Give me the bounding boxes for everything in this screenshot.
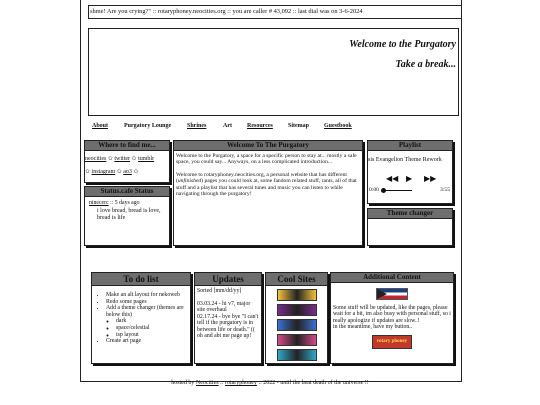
additional-title: Additional Content <box>331 273 453 283</box>
site-button-image[interactable] <box>277 304 317 316</box>
flag-image <box>376 288 408 300</box>
welcome-box <box>173 140 363 246</box>
nav-about[interactable]: About <box>92 123 109 129</box>
nav-shrines[interactable]: Shrines <box>187 123 207 129</box>
update-entry: 02.17.24 - bye bye "I can't tell if the purgatory is in between life or death." (( oh and abt me page up! <box>197 313 259 339</box>
update-entry: 03.03.24 - hi v7, major site overhaul <box>197 300 251 313</box>
additional-text: Some stuff will be updated, like the pages, please wait for a bit, im also busy with personal stuff, so i really apologize if updates are slow..! <box>333 305 451 324</box>
social-row-2 <box>85 166 169 179</box>
main-nav <box>92 123 392 133</box>
status-user[interactable]: ninecerc <box>89 200 109 206</box>
prev-icon[interactable]: ◀◀ <box>386 174 399 183</box>
site-button-image[interactable] <box>277 289 317 301</box>
additional-text-2: in the meantime, have my button.. <box>333 324 413 331</box>
todo-subitem: ◦ space/celestial <box>116 325 190 332</box>
additional-body <box>331 300 453 333</box>
todo-item: • Add a theme changer (themes are below this) ◦ dark ◦ space/celestial ◦ tsp layout <box>106 305 190 338</box>
track-title: sis Evangelion Theme Rework <box>368 157 442 163</box>
star-icon: ✩ <box>85 169 91 175</box>
status-message: i love bread, bread is love, bread is life <box>97 208 161 221</box>
player-controls <box>386 174 436 184</box>
updates-title: Updates <box>195 273 261 286</box>
site-button-image[interactable] <box>277 319 317 331</box>
nav-guestbook[interactable]: Guestbook <box>324 123 352 129</box>
todo-item: • Redo some pages <box>106 299 190 306</box>
find-me-title: Where to find me... <box>85 141 169 151</box>
page-title: Welcome to the Purgatory <box>349 39 456 50</box>
cool-sites-buttons <box>266 289 327 364</box>
cool-sites-box <box>265 272 328 364</box>
nav-sitemap[interactable]: Sitemap <box>288 123 309 129</box>
nav-resources[interactable]: Resources <box>247 123 273 129</box>
todo-item: • Create art page <box>106 338 190 345</box>
link-instagram[interactable]: instagram <box>91 169 116 175</box>
star-icon: ✩ <box>116 169 122 175</box>
status-title: Status.cafe Status <box>85 187 169 197</box>
time-elapsed: 0:00 <box>369 187 379 193</box>
social-row-1 <box>85 153 169 166</box>
link-ao3[interactable]: ao3 <box>123 169 132 175</box>
page-subtitle: Take a break... <box>395 59 456 70</box>
status-meta <box>85 197 169 206</box>
playlist-title: Playlist <box>368 141 452 151</box>
site-button-image[interactable]: rotary phoney <box>372 335 412 349</box>
todo-list <box>92 292 190 345</box>
site-button-image[interactable] <box>277 334 317 346</box>
todo-subitem: ◦ dark <box>116 318 190 325</box>
todo-box <box>91 272 191 364</box>
welcome-text <box>174 151 362 199</box>
theme-title: Theme changer <box>368 209 452 219</box>
additional-content-box <box>330 272 454 364</box>
nav-art[interactable]: Art <box>223 123 232 129</box>
play-icon[interactable]: ▶ <box>406 174 413 183</box>
welcome-paragraph-1: Welcome to the Purgatory, a space for a specific person to stay at... mostly a safe space, you could say... Anyways, on a less complicated introduction... <box>176 153 357 166</box>
next-icon[interactable]: ▶▶ <box>424 174 437 183</box>
theme-changer-box <box>367 208 453 246</box>
progress-track[interactable] <box>384 190 412 191</box>
star-icon: ✩ <box>131 156 137 162</box>
welcome-title: Welcome To The Purgatory <box>174 141 362 151</box>
status-time: :: 5 days ago <box>110 200 140 206</box>
footer: hosted by Neocities :: rotaryphoney :: 2022 - until the heat death of the universe !! <box>171 380 369 386</box>
updates-box <box>194 272 262 364</box>
nav-purgatory-lounge[interactable]: Purgatory Lounge <box>124 123 172 129</box>
todo-item: • Make an alt layout for nekoweb <box>106 292 190 299</box>
site-button-image[interactable] <box>277 349 317 361</box>
welcome-paragraph-2: Welcome to rotaryphoney.neocities.org, a personal website that has different (unfinished) pages you could look at, some fandom related stuff, rants, all of that stuff and a playlist that has several tunes and music you can listen to while navigating through the purgatory! <box>176 171 357 198</box>
star-icon: ✩ <box>107 156 113 162</box>
cool-sites-title: Cool Sites <box>266 273 327 286</box>
updates-format: Sorted [mm/dd/yy] <box>197 288 242 294</box>
find-me-box <box>84 140 170 183</box>
caller-marquee: shme! Are you crying?" :: rotaryphoney.neocities.org :: you are caller # 43,092 :: last dial was on 3-6-2024 <box>88 5 462 19</box>
todo-title: To do list <box>92 273 190 286</box>
link-twitter[interactable]: twitter <box>114 156 131 162</box>
time-total: 3:55 <box>440 187 450 193</box>
link-neocities[interactable]: neocities <box>85 156 107 162</box>
updates-body <box>195 286 261 342</box>
playlist-box <box>367 140 453 204</box>
progress-knob[interactable] <box>381 188 386 193</box>
link-tumblr[interactable]: tumblr <box>138 156 155 162</box>
star-icon: ✩ <box>133 169 139 175</box>
status-cafe-box <box>84 186 170 246</box>
todo-subitem: ◦ tsp layout <box>116 332 190 339</box>
footer-host-link[interactable]: Neocities <box>195 380 219 386</box>
header-banner <box>88 28 459 116</box>
footer-site-link[interactable]: rotaryphoney <box>224 380 257 386</box>
